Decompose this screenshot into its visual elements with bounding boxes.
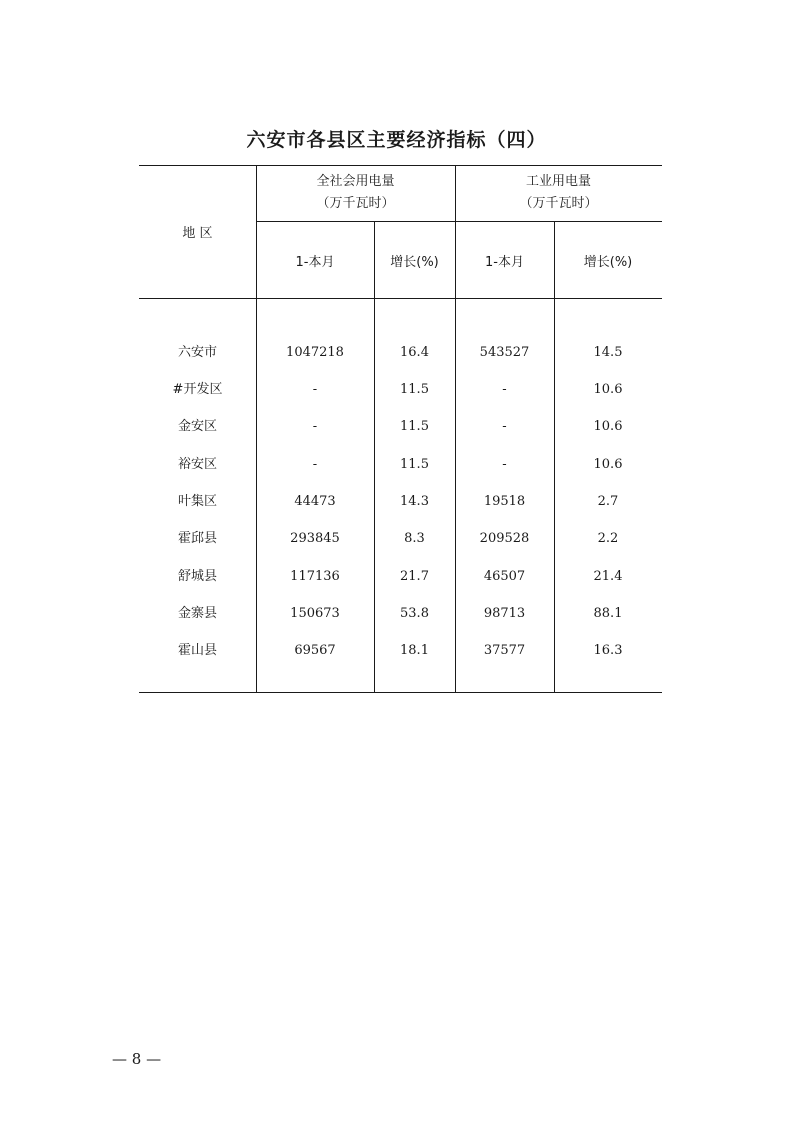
region-cell: 叶集区	[177, 494, 217, 509]
industrial-growth-cell: 88.1	[593, 606, 623, 621]
industrial-growth-cell: 14.5	[593, 345, 623, 360]
industrial-value-cell: 19518	[483, 494, 526, 509]
total-value-cell: 44473	[294, 494, 336, 509]
total-value-cell: -	[312, 457, 318, 472]
total-electricity-header	[256, 171, 455, 215]
industrial-value-cell: 98713	[483, 606, 526, 621]
industrial-growth-cell: 2.7	[597, 494, 619, 509]
industrial-electricity-unit: （万千瓦时）	[519, 196, 598, 211]
region-cell: 霍邱县	[177, 531, 217, 546]
industrial-value-cell: 46507	[483, 569, 526, 584]
total-growth-cell: 18.1	[400, 643, 429, 658]
industrial-growth-cell: 10.6	[593, 419, 623, 434]
total-electricity-label: 全社会用电量	[316, 174, 395, 189]
industrial-value-cell: -	[502, 457, 507, 472]
total-growth-cell: 8.3	[404, 531, 425, 546]
industrial-growth-cell: 10.6	[593, 382, 623, 397]
industrial-growth-cell: 2.2	[597, 531, 619, 546]
sub-header-growth: 增长(%)	[390, 255, 439, 270]
sub-header-growth: 增长(%)	[583, 255, 633, 270]
region-cell: 金寨县	[177, 606, 217, 621]
industrial-value-cell: -	[502, 419, 507, 434]
industrial-electricity-header	[455, 171, 662, 215]
total-value-cell: -	[312, 382, 318, 397]
total-value-cell: 1047218	[286, 345, 344, 360]
page-title: 六安市各县区主要经济指标（四）	[246, 129, 547, 151]
sub-header-cumulative: 1-本月	[485, 255, 524, 270]
total-growth-cell: 11.5	[400, 419, 429, 434]
total-value-cell: 117136	[290, 569, 340, 584]
total-growth-cell: 16.4	[400, 345, 429, 360]
header-bottom-rule	[139, 298, 662, 299]
region-cell: 裕安区	[177, 457, 217, 472]
total-value-cell: 293845	[290, 531, 340, 546]
industrial-growth-cell: 16.3	[593, 643, 623, 658]
total-growth-cell: 11.5	[400, 382, 429, 397]
total-growth-cell: 11.5	[400, 457, 429, 472]
region-cell: 金安区	[177, 419, 217, 434]
page-number: — 8 —	[112, 1050, 162, 1068]
region-cell: #开发区	[172, 382, 223, 397]
industrial-value-cell: -	[502, 382, 507, 397]
total-electricity-unit: （万千瓦时）	[316, 196, 395, 211]
industrial-value-cell: 209528	[479, 531, 530, 546]
region-cell: 六安市	[177, 345, 217, 360]
table-top-rule	[139, 165, 662, 166]
statistics-table	[139, 165, 662, 693]
total-growth-cell: 14.3	[400, 494, 429, 509]
group-header-rule	[256, 221, 662, 222]
sub-header-cumulative: 1-本月	[295, 255, 335, 270]
table-bottom-rule	[139, 692, 662, 693]
total-growth-cell: 53.8	[400, 606, 429, 621]
total-growth-cell: 21.7	[400, 569, 429, 584]
industrial-value-cell: 543527	[479, 345, 530, 360]
total-value-cell: -	[312, 419, 318, 434]
industrial-growth-cell: 21.4	[593, 569, 623, 584]
industrial-electricity-label: 工业用电量	[525, 174, 591, 189]
industrial-growth-cell: 10.6	[593, 457, 623, 472]
region-cell: 舒城县	[177, 569, 217, 584]
total-value-cell: 69567	[294, 643, 336, 658]
region-column-header: 地 区	[182, 226, 213, 241]
region-cell: 霍山县	[177, 643, 217, 658]
industrial-value-cell: 37577	[483, 643, 526, 658]
total-value-cell: 150673	[290, 606, 340, 621]
